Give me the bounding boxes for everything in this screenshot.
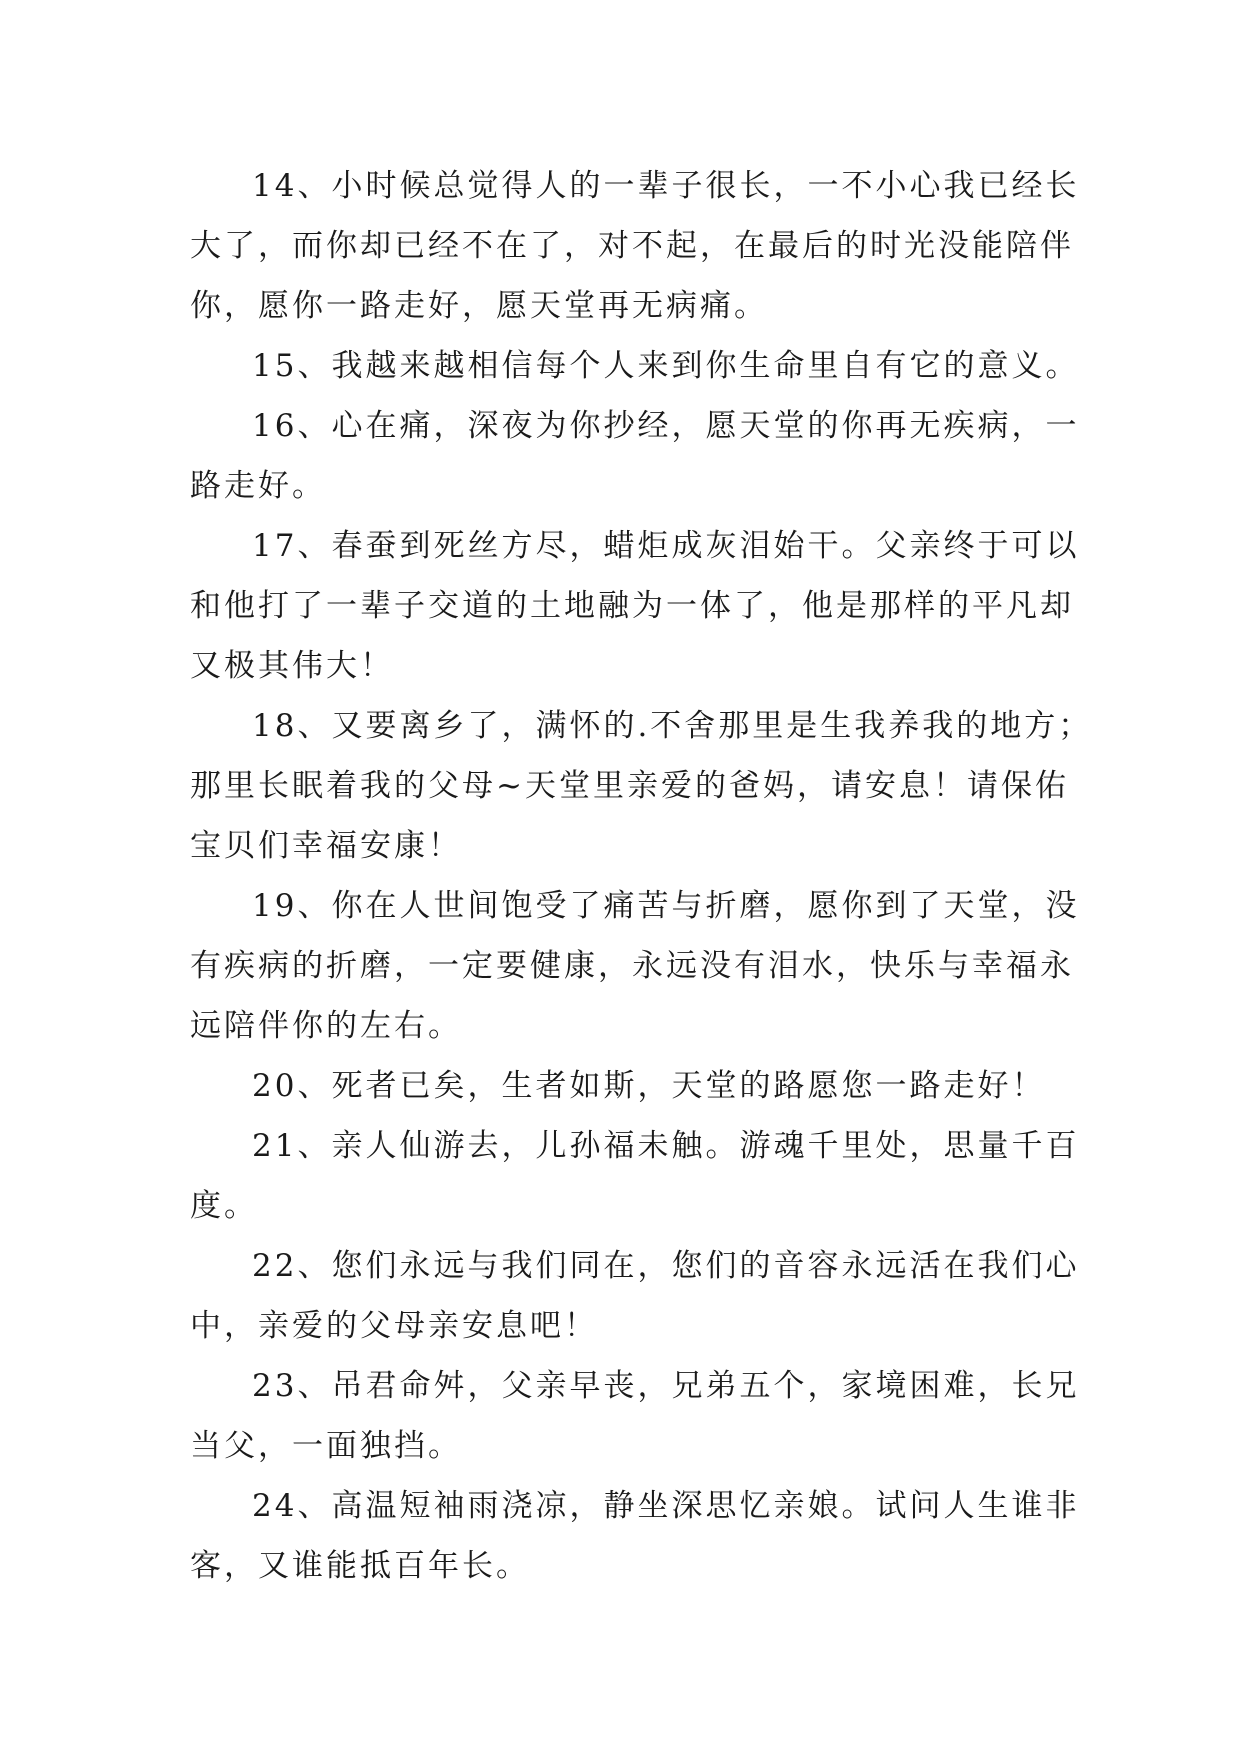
paragraph-line: 和他打了一辈子交道的土地融为一体了，他是那样的平凡却 — [190, 588, 1074, 624]
paragraph-line: 23、吊君命舛，父亲早丧，兄弟五个，家境困难，长兄 — [252, 1368, 1080, 1404]
paragraph-line: 21、亲人仙游去，儿孙福未触。游魂千里处，思量千百 — [252, 1128, 1080, 1164]
paragraph-line: 22、您们永远与我们同在，您们的音容永远活在我们心 — [252, 1248, 1080, 1284]
paragraph-15 — [190, 336, 1080, 396]
paragraph-line: 16、心在痛，深夜为你抄经，愿天堂的你再无疾病，一 — [252, 408, 1080, 444]
paragraph-line: 大了，而你却已经不在了，对不起，在最后的时光没能陪伴 — [190, 228, 1074, 264]
paragraph-line: 18、又要离乡了，满怀的.不舍那里是生我养我的地方； — [252, 708, 1093, 744]
paragraph-line: 15、我越来越相信每个人来到你生命里自有它的意义。 — [252, 348, 1080, 384]
paragraph-line: 远陪伴你的左右。 — [190, 1008, 462, 1044]
paragraph-line: 中，亲爱的父母亲安息吧！ — [190, 1308, 598, 1344]
paragraph-line: 客，又谁能抵百年长。 — [190, 1548, 530, 1584]
paragraph-line: 14、小时候总觉得人的一辈子很长，一不小心我已经长 — [252, 168, 1080, 204]
paragraph-17 — [190, 516, 1080, 696]
paragraph-line: 那里长眠着我的父母~天堂里亲爱的爸妈，请安息！请保佑 — [190, 768, 1069, 804]
paragraph-line: 宝贝们幸福安康！ — [190, 828, 462, 864]
paragraph-line: 有疾病的折磨，一定要健康，永远没有泪水，快乐与幸福永 — [190, 948, 1074, 984]
paragraph-line: 你，愿你一路走好，愿天堂再无病痛。 — [190, 288, 768, 324]
paragraph-19 — [190, 876, 1080, 1056]
paragraph-line: 24、高温短袖雨浇凉，静坐深思忆亲娘。试问人生谁非 — [252, 1488, 1080, 1524]
paragraph-23 — [190, 1356, 1080, 1476]
paragraph-18 — [190, 696, 1093, 876]
paragraph-20 — [190, 1056, 1070, 1116]
paragraph-21 — [190, 1116, 1080, 1236]
paragraph-line: 当父，一面独挡。 — [190, 1428, 462, 1464]
paragraph-line: 19、你在人世间饱受了痛苦与折磨，愿你到了天堂，没 — [252, 888, 1080, 924]
paragraph-16 — [190, 396, 1080, 516]
paragraph-line: 又极其伟大！ — [190, 648, 394, 684]
paragraph-line: 度。 — [190, 1188, 258, 1224]
paragraph-line: 路走好。 — [190, 468, 326, 504]
paragraph-24 — [190, 1476, 1080, 1596]
paragraph-14 — [190, 156, 1080, 336]
document-body — [190, 156, 1093, 1596]
paragraph-line: 17、春蚕到死丝方尽，蜡炬成灰泪始干。父亲终于可以 — [252, 528, 1080, 564]
paragraph-line: 20、死者已矣，生者如斯，天堂的路愿您一路走好！ — [252, 1068, 1046, 1104]
paragraph-22 — [190, 1236, 1080, 1356]
